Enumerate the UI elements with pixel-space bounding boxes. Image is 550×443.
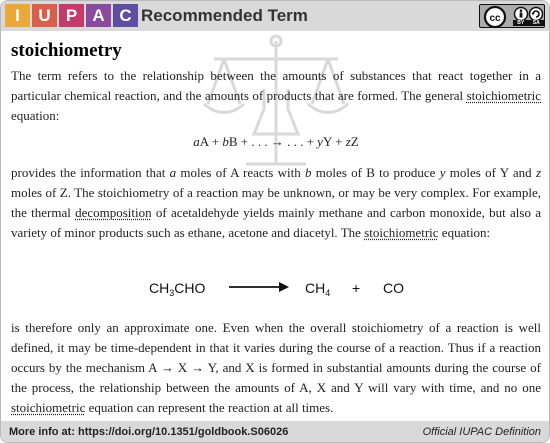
text-span: provides the information that bbox=[11, 165, 170, 180]
formula-part: CH bbox=[149, 280, 170, 296]
text-span: moles of Z. The stoichiometry of a reaction may be unknown, or may be very complex. For example, the thermal bbox=[11, 185, 541, 220]
link-stoichiometric[interactable]: stoichiometric bbox=[466, 88, 541, 103]
more-info-link[interactable]: More info at: https://doi.org/10.1351/goldbook.S06026 bbox=[9, 426, 289, 438]
header-bar bbox=[1, 1, 550, 31]
text-span: is therefore only an approximate one. Even when the overall stoichiometry of a reaction is well defined, it may be time-dependent in that it varies during the course of a reaction. Thus if a reaction occurs by the mechanism A → X → Y, and X is formed in substantial amounts during the course of the process, the relationship between the amounts of A, X and Y will vary with time, and no one bbox=[11, 320, 541, 395]
acetaldehyde-equation bbox=[1, 273, 550, 303]
eq-term: B + . . . → . . . + bbox=[228, 134, 318, 149]
var-a: a bbox=[169, 165, 177, 180]
text-span: The term refers to the relationship between the amounts of substances that react together in a particular chemical reaction, and the amounts of products that are formed. The general bbox=[11, 68, 541, 103]
paragraph-explanation bbox=[11, 163, 541, 243]
text-span: equation can represent the reaction at all times. bbox=[85, 400, 334, 415]
link-stoichiometric[interactable]: stoichiometric bbox=[364, 225, 439, 240]
official-definition-label: Official IUPAC Definition bbox=[422, 426, 541, 438]
product-co: CO bbox=[383, 280, 404, 296]
general-equation bbox=[1, 132, 550, 152]
paragraph-conclusion bbox=[11, 318, 541, 418]
coef-y: y bbox=[317, 134, 323, 149]
plus-sign: + bbox=[352, 280, 361, 296]
cc-license-labels bbox=[513, 20, 544, 26]
logo-letter-i: I bbox=[5, 4, 30, 27]
text-span: moles of Y and bbox=[445, 165, 536, 180]
cc-sa-label: SA bbox=[532, 20, 540, 26]
text-span: equation: bbox=[11, 108, 60, 123]
logo-letter-p: P bbox=[59, 4, 84, 27]
iupac-logo[interactable] bbox=[5, 4, 140, 27]
eq-term: A + bbox=[199, 134, 223, 149]
var-z: z bbox=[535, 165, 542, 180]
logo-letter-u: U bbox=[32, 4, 57, 27]
link-stoichiometric[interactable]: stoichiometric bbox=[11, 400, 86, 415]
eq-term: Z bbox=[350, 134, 359, 149]
coef-z: z bbox=[345, 134, 351, 149]
svg-text:cc: cc bbox=[489, 13, 501, 24]
formula-part: CHO bbox=[174, 280, 206, 296]
link-decomposition[interactable]: decomposition bbox=[75, 205, 152, 220]
var-b: b bbox=[305, 165, 312, 180]
header-title: Recommended Term bbox=[141, 6, 308, 25]
subscript: 4 bbox=[325, 288, 331, 298]
subscript: 3 bbox=[169, 288, 175, 298]
cc-by-label: BY bbox=[517, 20, 525, 26]
product-methane bbox=[305, 278, 330, 303]
coef-a: a bbox=[193, 134, 200, 149]
text-span: equation: bbox=[438, 225, 491, 240]
text-span: moles of B to produce bbox=[311, 165, 440, 180]
logo-letter-a: A bbox=[86, 4, 111, 27]
logo-letter-c: C bbox=[113, 4, 138, 27]
text-span: of acetaldehyde yields mainly methane and carbon monoxide, but also a variety of minor products such as ethane, acetone and diacetyl. The bbox=[11, 205, 541, 240]
formula-part: CH bbox=[305, 280, 326, 296]
reactant-formula bbox=[149, 278, 205, 303]
reaction-arrow-icon bbox=[229, 281, 289, 293]
eq-term: Y + bbox=[322, 134, 346, 149]
paragraph-intro bbox=[11, 66, 541, 126]
var-y: y bbox=[439, 165, 446, 180]
text-span: moles of A reacts with bbox=[176, 165, 306, 180]
footer-bar bbox=[1, 421, 550, 443]
cc-by-sa-license-badge[interactable] bbox=[479, 4, 545, 28]
coef-b: b bbox=[222, 134, 229, 149]
term-title: stoichiometry bbox=[11, 40, 122, 61]
